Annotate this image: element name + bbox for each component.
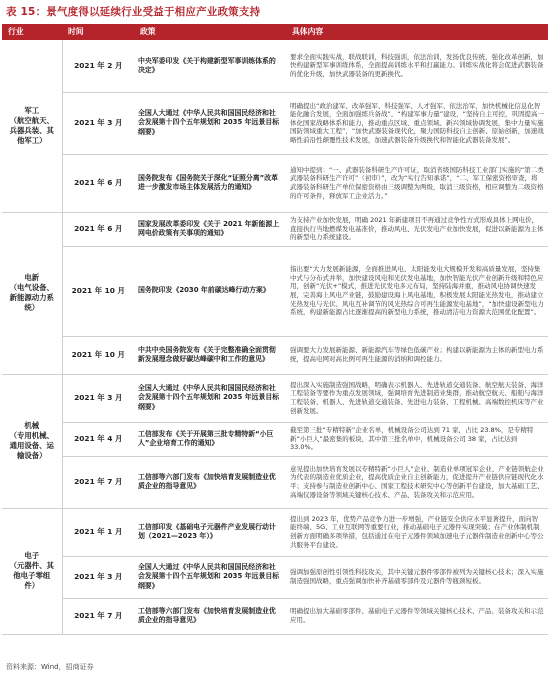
policy-cell: 全国人大通过《中华人民共和国国民经济和社会发展第十四个五年规划和 2035 年远景目标纲要》 [134, 556, 286, 598]
table-row [2, 556, 548, 598]
time-cell: 2021 年 6 月 [62, 212, 134, 246]
policy-cell: 工信部印发《基础电子元器件产业发展行动计划（2021—2023 年）》 [134, 508, 286, 556]
industry-cell: 电子 （元器件、其 他电子零组 件） [2, 508, 62, 634]
policy-cell: 中央军委印发《关于构建新型军事训练体系的决定》 [134, 40, 286, 92]
policy-cell: 中共中央国务院发布《关于完整准确全面贯彻新发展理念做好碳达峰碳中和工作的意见》 [134, 336, 286, 374]
table-row [2, 508, 548, 556]
table-row [2, 212, 548, 246]
content-cell: 明确提出“政治建军、改革强军、科技强军、人才强军、依法治军，加快机械化信息化智能化融合发展，全面加强练兵备战”，“构建军事力量”建设，“坚持自主可控，巩固提高一体化国家战略体系和能力，推动重点区域、重点领域、新兴领域协调发展，集中力量实施国防领域重大工程”，“加快武器装备现代化，聚力国防科技自主创新、原始创新，加速战略性前沿性颠覆性技术发展，加速武器装备升级换代和智能化武器装备发展”。 [286, 92, 548, 154]
policy-cell: 全国人大通过《中华人民共和国国民经济和社会发展第十四个五年规划和 2035 年远景目标纲要》 [134, 374, 286, 422]
header-time: 时间 [62, 24, 134, 40]
table-row [2, 374, 548, 422]
table-row [2, 154, 548, 212]
time-cell: 2021 年 2 月 [62, 40, 134, 92]
source-note: 资料来源：Wind，招商证券 [6, 663, 94, 671]
content-cell: 指出要“大力发展新能源，全面推进风电、太阳能发电大规模开发和高质量发展，坚持集中式与分布式并举，加快建设风电和光伏发电基地，加快智能光伏产业创新升级和特色应用，创新“光伏+”模式，推进光伏发电多元布局，坚持陆海并重，推动风电协调快速发展，完善海上风电产业链，鼓励建设海上风电基地，积极发展太阳能光热发电，推动建立光热发电与光伏、风电互补调节的风光热综合可再生能源发电基地”，“加快建设新型电力系统，构建新能源占比逐渐提高的新型电力系统，推动清洁电力资源大范围优化配置”。 [286, 246, 548, 336]
policy-cell: 国务院印发《2030 年前碳达峰行动方案》 [134, 246, 286, 336]
time-cell: 2021 年 4 月 [62, 422, 134, 456]
table-row [2, 40, 548, 92]
content-cell: 意见提出加快培育发展以专精特新“小巨人”企业、制造业单项冠军企业、产业链领航企业为代表的制造业优质企业，提高优质企业自主创新能力，促进提升产业链供应链现代化水平；支持参与制造业创新中心、国家工程技术研究中心等创新平台建设，加大基础工艺、高端仪器设备等领域关键核心技术、产品、装备攻关和示范应用。 [286, 456, 548, 508]
table-row [2, 92, 548, 154]
time-cell: 2021 年 3 月 [62, 556, 134, 598]
policy-cell: 全国人大通过《中华人民共和国国民经济和社会发展第十四个五年规划和 2035 年远景目标纲要》 [134, 92, 286, 154]
content-cell: 截至第三批“专精特新”企业名单，机械设备公司达到 71 家，占比 23.8%，是专精特新“小巨人”最密集的板块，其中第三批名单中，机械设备公司 38 家，占比达到 33.0%。 [286, 422, 548, 456]
policy-cell: 工信部发布《关于开展第三批专精特新“小巨人”企业培育工作的通知》 [134, 422, 286, 456]
policy-table [2, 24, 548, 635]
time-cell: 2021 年 1 月 [62, 508, 134, 556]
header-content: 具体内容 [286, 24, 548, 40]
policy-cell: 工信部等六部门发布《加快培育发展制造业优质企业的指导意见》 [134, 598, 286, 634]
header-industry: 行业 [2, 24, 62, 40]
table-row [2, 598, 548, 634]
table-row [2, 246, 548, 336]
header-row [2, 24, 548, 40]
content-cell: 要求全面实践实战，联战联训，科技强训，依法治训，发扬优良传统，强化改革创新，加快构建新型军事训练体系，全面提高训练水平和打赢能力。训练实战化将会促进武器装备的优化升级，加快武器装备的更新换代。 [286, 40, 548, 92]
table-title: 表 15：景气度得以延续行业受益于相应产业政策支持 [6, 6, 261, 18]
policy-cell: 国家发展改革委印发《关于 2021 年新能源上网电价政策有关事项的通知》 [134, 212, 286, 246]
content-cell: 强调要大力发展新能源、新能源汽车等绿色低碳产业；构建以新能源为主体的新型电力系统，提高电网对高比例可再生能源的消纳和调控能力。 [286, 336, 548, 374]
policy-cell: 国务院发布《国务院关于深化“证照分离”改革进一步激发市场主体发展活力的通知》 [134, 154, 286, 212]
content-cell: 为支持产业加快发展，明确 2021 年新建项目不再通过竞争性方式形成具体上网电价，直接执行当地燃煤发电基准价，推动风电、光伏发电产业加快发展，促进以新能源为主体的新型电力系统建设。 [286, 212, 548, 246]
content-cell: 通知中提到：“一、武器装备科研生产许可证，取消省级国防科技工业部门实施的“第二类武器装备科研生产许可”（初审）”，改为“实行告知承诺”，“二、军工保密资格审查，将武器装备科研生产单位保密资格由三级调整为两级，取消三级资格，相应调整为二级资格的许可条件，释放军工企业活力。” [286, 154, 548, 212]
content-cell: 明确提出加大基础零部件、基础电子元器件等领域关键核心技术、产品、装备攻关和示范应用。 [286, 598, 548, 634]
header-policy: 政策 [134, 24, 286, 40]
policy-cell: 工信部等六部门发布《加快培育发展制造业优质企业的指导意见》 [134, 456, 286, 508]
time-cell: 2021 年 10 月 [62, 246, 134, 336]
industry-cell: 军工 （航空航天、 兵器兵装、其 他军工） [2, 40, 62, 212]
time-cell: 2021 年 7 月 [62, 456, 134, 508]
content-cell: 提出到 2023 年，优势产品竞争力进一步增强，产业链安全供应水平显著提升，面向智能终端、5G、工业互联网等重要行业，推动基础电子元器件实现突破；在产业体制机制创新方面明确多项举措，包括通过在电子元器件领域加速电子元器件制造业创新中心等公共服务平台建设。 [286, 508, 548, 556]
time-cell: 2021 年 3 月 [62, 92, 134, 154]
time-cell: 2021 年 6 月 [62, 154, 134, 212]
industry-cell: 电新 （电气设备、 新能源动力系 统） [2, 212, 62, 374]
table-row [2, 422, 548, 456]
time-cell: 2021 年 7 月 [62, 598, 134, 634]
table-row [2, 456, 548, 508]
industry-cell: 机械 （专用机械、 通用设备、运 输设备） [2, 374, 62, 508]
content-cell: 强调加强原创性引领性科技攻关，其中关键元器件零部件被列为关键核心技术；深入实施制造强国战略，重点强调加快补齐基础零部件及元器件等瓶颈短板。 [286, 556, 548, 598]
content-cell: 提出深入实施制造强国战略，明确表示机器人、先进轨道交通装备、航空航天装备、海洋工程装备等要作为重点发展领域，强调培育先进制造业集群，推动航空航天、船舶与海洋工程装备、机器人、先进轨道交通装备、先进电力装备、工程机械、高端数控机床等产业创新发展。 [286, 374, 548, 422]
time-cell: 2021 年 3 月 [62, 374, 134, 422]
time-cell: 2021 年 10 月 [62, 336, 134, 374]
table-row [2, 336, 548, 374]
